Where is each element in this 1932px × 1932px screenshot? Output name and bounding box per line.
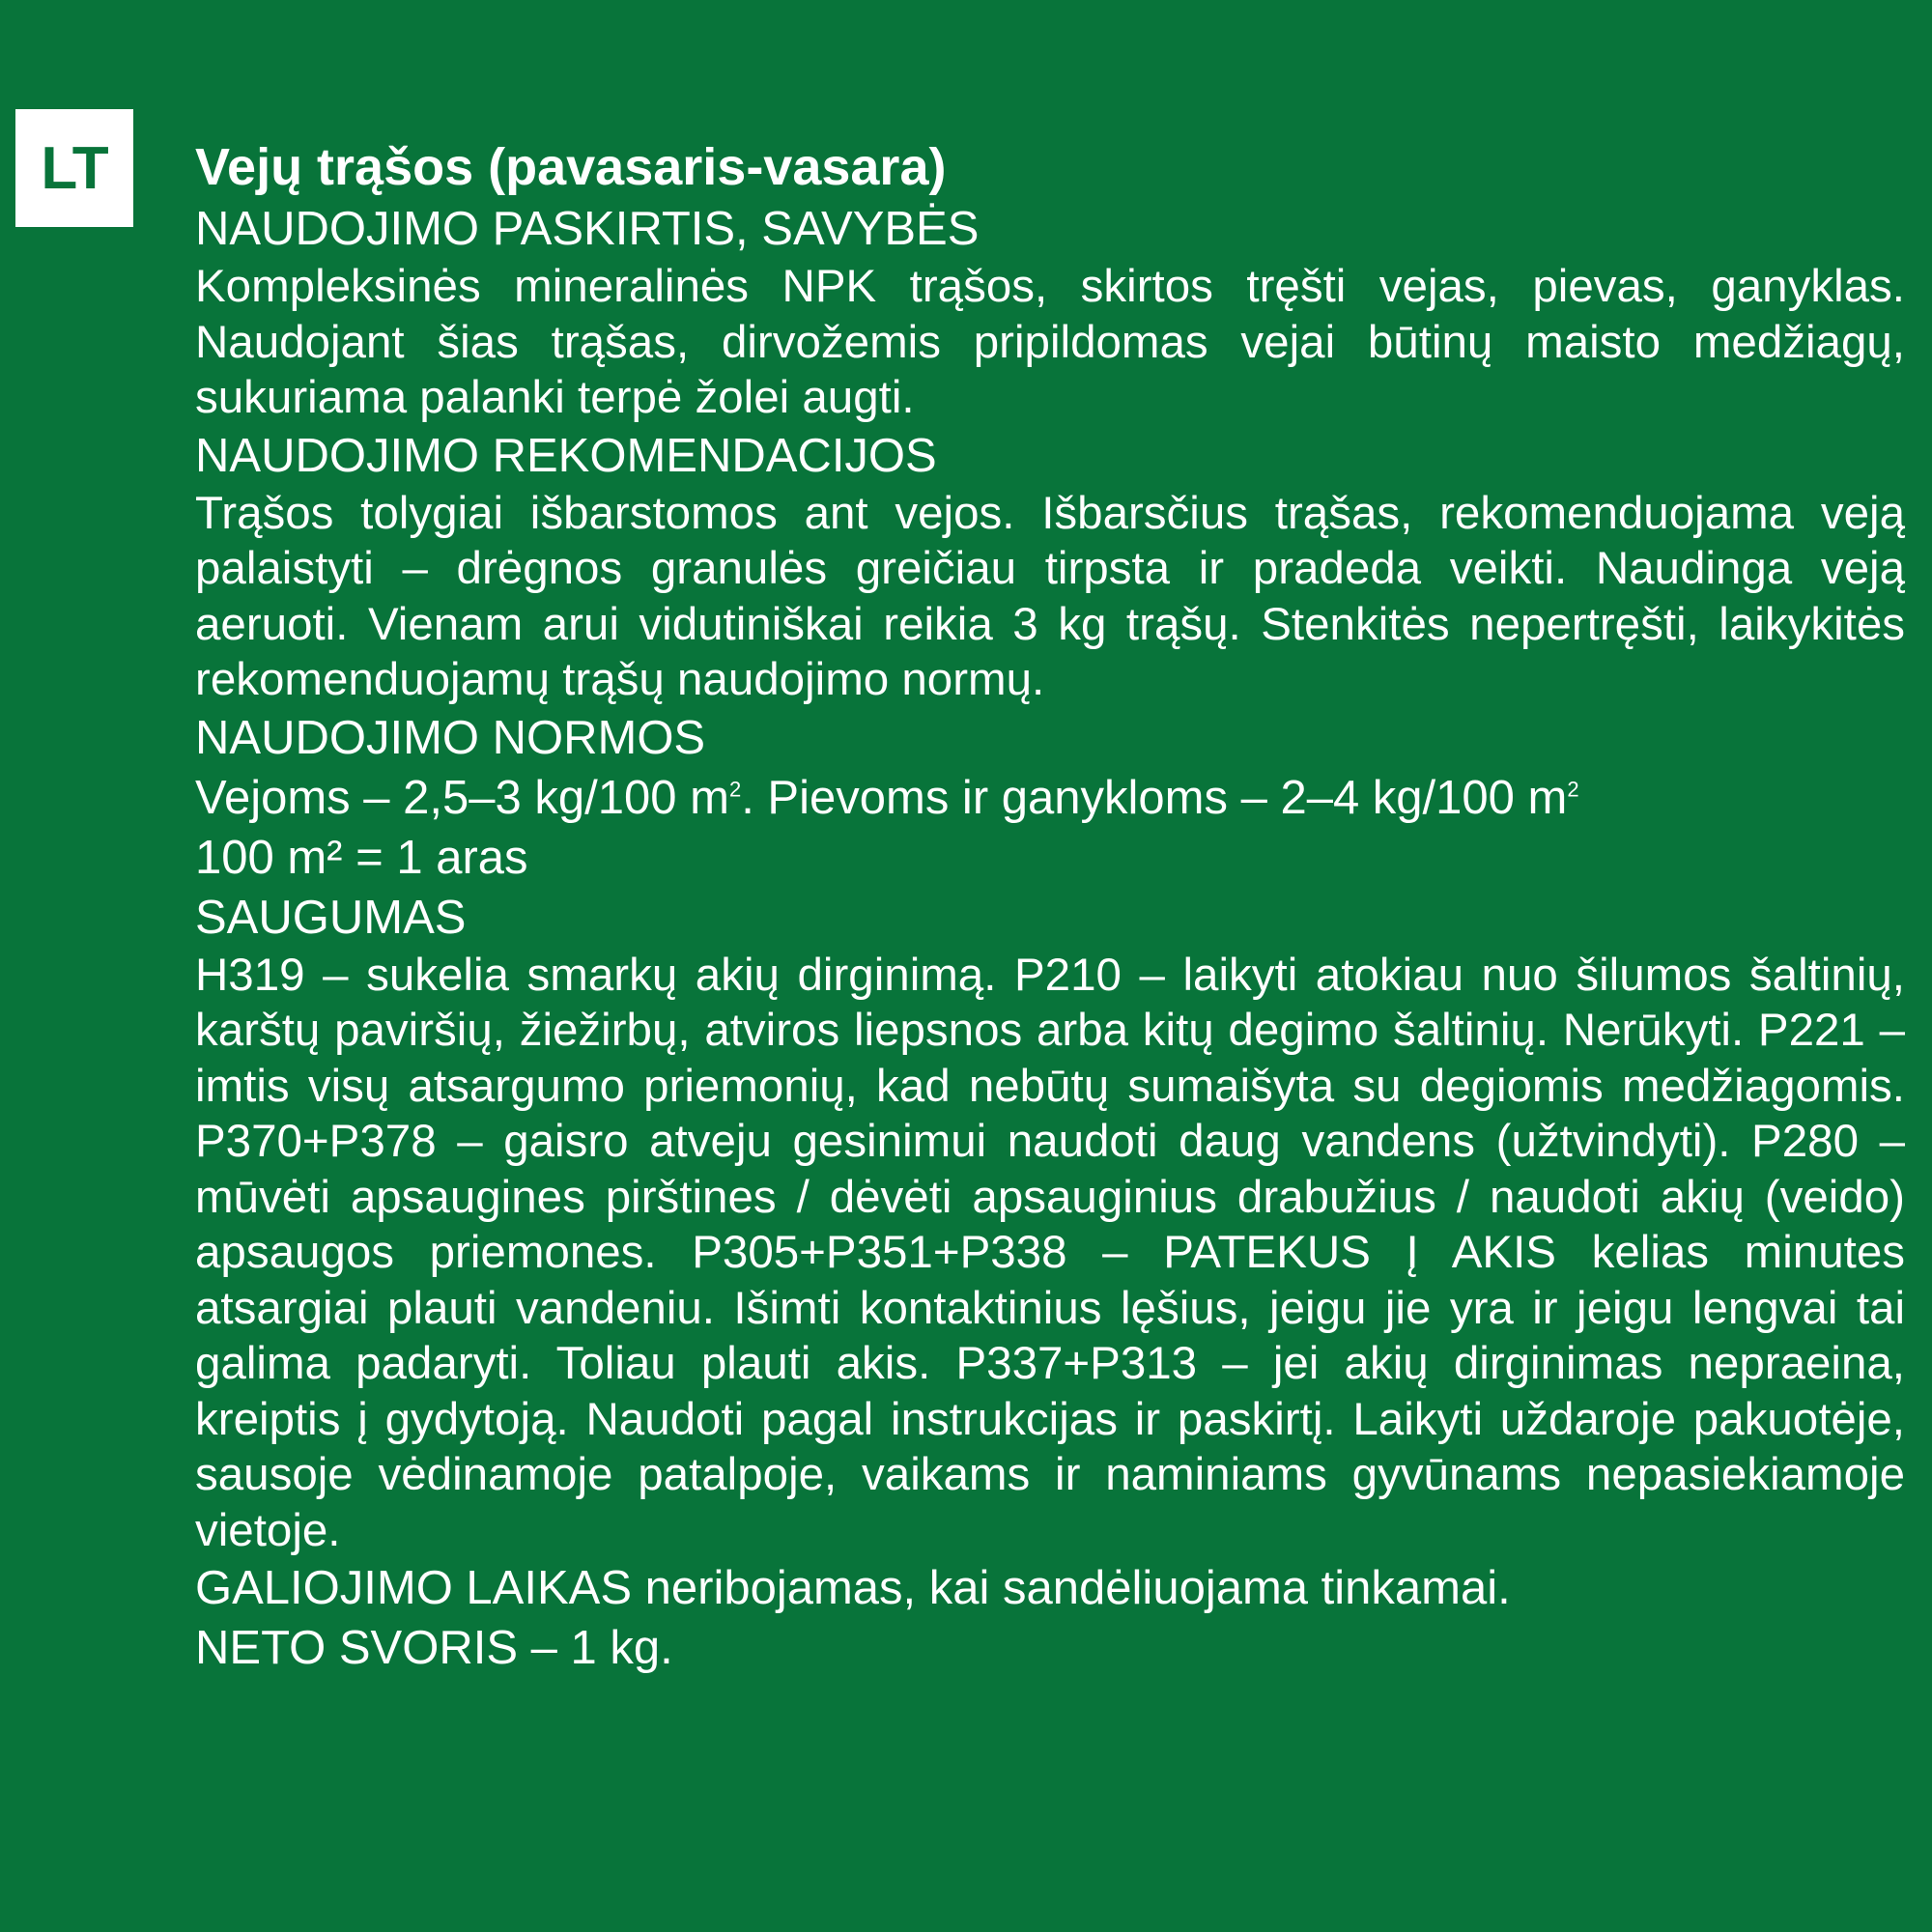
norms-meadow-rate: . Pievoms ir ganykloms – 2–4 kg/100 m [741, 771, 1568, 824]
norms-area-equivalence: 100 m² = 1 aras [195, 831, 528, 884]
purpose-text: Kompleksinės mineralinės NPK trąšos, skirtos tręšti vejas, pievas, ganyklas. Naudojant šias trąšas, dirvožemis pripildomas vejai būtinų maisto medžiagų, sukuriama palanki terpė žolei augti. [195, 261, 1905, 423]
norms-lawn-superscript: 2 [728, 777, 742, 802]
shelf-life [195, 1558, 1905, 1618]
norms-lawn-rate: Vejoms – 2,5–3 kg/100 m [195, 771, 729, 824]
language-badge-label: LT [41, 134, 108, 202]
safety-heading: SAUGUMAS [195, 891, 467, 944]
net-weight: NETO SVORIS – 1 kg. [195, 1622, 673, 1674]
shelf-life-text: neribojamas, kai sandėliuojama tinkamai. [632, 1562, 1511, 1614]
recommendations-text: Trąšos tolygiai išbarstomos ant vejos. Išbarsčius trąšas, rekomenduojama veją palaistyti – drėgnos granulės greičiau tirpsta ir pradeda veikti. Naudinga veją aeruoti. Vienam arui vidutiniškai reikia 3 kg trąšų. Stenkitės nepertręšti, laikykitės rekomenduojamų trąšų naudojimo normų. [195, 487, 1905, 705]
safety-text: H319 – sukelia smarkų akių dirginimą. P210 – laikyti atokiau nuo šilumos šaltinių, karštų paviršių, žiežirbų, atviros liepsnos arba kitų degimo šaltinių. Nerūkyti. P221 – imtis visų atsargumo priemonių, kad nebūtų sumaišyta su degiomis medžiagomis. P370+P378 – gaisro atveju gesinimui naudoti daug vandens (užtvindyti). P280 – mūvėti apsaugines pirštines / dėvėti apsauginius drabužius / naudoti akių (veido) apsaugos priemones. P305+P351+P338 – PATEKUS Į AKIS kelias minutes atsargiai plauti vandeniu. Išimti kontaktinius lęšius, jeigu jie yra ir jeigu lengvai tai galima padaryti. Toliau plauti akis. P337+P313 – jei akių dirginimas nepraeina, kreiptis į gydytoją. Naudoti pagal instrukcijas ir paskirtį. Laikyti uždaroje pakuotėje, sausoje vėdinamoje patalpoje, vaikams ir naminiams gyvūnams nepasiekiamoje vietoje. [195, 949, 1905, 1556]
recommendations-heading: NAUDOJIMO REKOMENDACIJOS [195, 429, 937, 482]
norms-rates [195, 768, 1905, 828]
label-text-block [195, 135, 1905, 1678]
purpose-heading: NAUDOJIMO PASKIRTIS, SAVYBĖS [195, 203, 980, 255]
shelf-life-label: GALIOJIMO LAIKAS [195, 1562, 633, 1614]
language-badge [15, 109, 133, 227]
norms-heading: NAUDOJIMO NORMOS [195, 711, 706, 764]
norms-meadow-superscript: 2 [1567, 777, 1579, 802]
product-title: Vejų trąšos (pavasaris-vasara) [195, 138, 947, 196]
